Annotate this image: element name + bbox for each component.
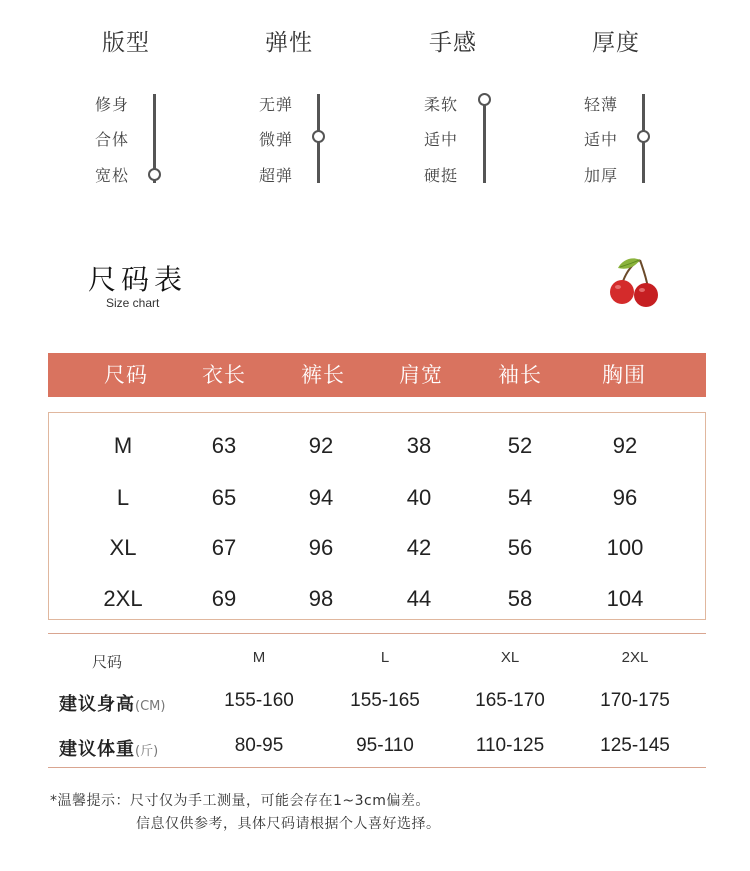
header-length: 衣长 <box>202 363 246 387</box>
cell-size: L <box>116 485 130 510</box>
header-sleeve: 袖长 <box>498 363 542 387</box>
recommend-size-l: L <box>380 649 390 666</box>
recommend-top-divider <box>48 633 706 634</box>
thickness-option-thick: 加厚 <box>584 166 619 185</box>
recommend-bottom-divider <box>48 767 706 768</box>
height-2xl: 170-175 <box>600 690 670 711</box>
cell-pants-length: 96 <box>308 535 334 560</box>
thickness-option-medium: 适中 <box>584 130 619 149</box>
texture-option-stiff: 硬挺 <box>424 166 459 185</box>
recommend-size-2xl: 2XL <box>621 649 649 666</box>
cell-size: M <box>113 433 133 458</box>
weight-m: 80-95 <box>234 735 284 756</box>
header-size: 尺码 <box>104 363 148 387</box>
cell-pants-length: 92 <box>308 433 334 458</box>
cell-chest: 104 <box>606 586 644 611</box>
size-table-header <box>48 353 706 397</box>
size-chart-title: 尺码表 <box>88 263 188 296</box>
weight-xl: 110-125 <box>475 735 545 756</box>
fit-scale-marker <box>148 168 161 181</box>
height-unit: (CM) <box>135 699 166 714</box>
size-chart-subtitle: Size chart <box>106 296 160 310</box>
weight-label-text: 建议体重 <box>59 739 135 760</box>
cell-length: 63 <box>211 433 237 458</box>
recommend-size-xl: XL <box>500 649 520 666</box>
cell-chest: 92 <box>612 433 638 458</box>
fit-option-regular: 合体 <box>95 130 130 149</box>
cell-sleeve: 54 <box>507 485 533 510</box>
size-table-body <box>48 412 706 620</box>
cell-length: 65 <box>211 485 237 510</box>
fit-option-slim: 修身 <box>95 95 130 114</box>
cell-size: XL <box>109 535 137 560</box>
cell-sleeve: 56 <box>507 535 533 560</box>
header-chest: 胸围 <box>602 363 646 387</box>
height-xl: 165-170 <box>475 690 545 711</box>
fit-option-loose: 宽松 <box>95 166 130 185</box>
cell-shoulder: 44 <box>406 586 432 611</box>
elasticity-scale-marker <box>312 130 325 143</box>
elasticity-option-none: 无弹 <box>259 95 294 114</box>
height-m: 155-160 <box>224 690 294 711</box>
texture-scale-marker <box>478 93 491 106</box>
recommend-size-m: M <box>252 649 266 666</box>
attr-title-thickness: 厚度 <box>592 30 640 56</box>
weight-l: 95-110 <box>356 735 414 756</box>
texture-scale-line <box>483 94 486 183</box>
header-shoulder: 肩宽 <box>399 363 443 387</box>
cell-sleeve: 58 <box>507 586 533 611</box>
recommend-weight-label <box>59 735 158 761</box>
texture-option-medium: 适中 <box>424 130 459 149</box>
attr-title-elasticity: 弹性 <box>265 30 313 56</box>
recommend-height-label <box>59 690 165 716</box>
elasticity-option-high: 超弹 <box>259 166 294 185</box>
note-line-1: *温馨提示：尺寸仅为手工测量，可能会存在1~3cm偏差。 <box>50 793 430 809</box>
note-line-2: 信息仅供参考，具体尺码请根据个人喜好选择。 <box>136 816 441 832</box>
cell-sleeve: 52 <box>507 433 533 458</box>
cell-length: 69 <box>211 586 237 611</box>
cell-pants-length: 94 <box>308 485 334 510</box>
weight-2xl: 125-145 <box>600 735 670 756</box>
cell-size: 2XL <box>103 586 143 611</box>
cell-length: 67 <box>211 535 237 560</box>
texture-option-soft: 柔软 <box>424 95 459 114</box>
header-pants-length: 裤长 <box>301 363 345 387</box>
cell-shoulder: 40 <box>406 485 432 510</box>
recommend-header-size: 尺码 <box>91 654 122 671</box>
cell-shoulder: 42 <box>406 535 432 560</box>
cell-shoulder: 38 <box>406 433 432 458</box>
cell-pants-length: 98 <box>308 586 334 611</box>
height-l: 155-165 <box>350 690 420 711</box>
thickness-option-thin: 轻薄 <box>584 95 619 114</box>
attr-title-fit: 版型 <box>102 30 150 56</box>
height-label-text: 建议身高 <box>59 694 135 715</box>
cell-chest: 100 <box>606 535 644 560</box>
thickness-scale-marker <box>637 130 650 143</box>
elasticity-option-slight: 微弹 <box>259 130 294 149</box>
cherry-icon <box>604 254 664 310</box>
attr-title-texture: 手感 <box>429 30 477 56</box>
cell-chest: 96 <box>612 485 638 510</box>
weight-unit: (斤) <box>135 744 159 759</box>
